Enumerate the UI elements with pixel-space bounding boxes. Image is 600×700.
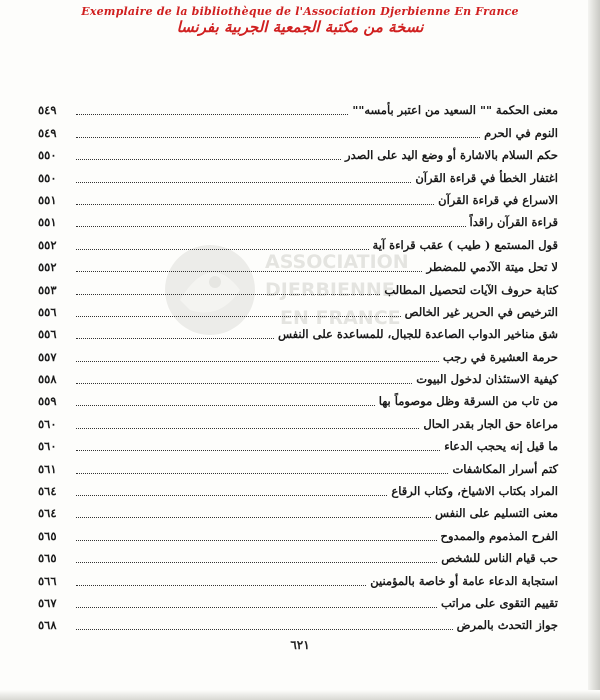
toc-entry xyxy=(38,411,558,433)
toc-entry-title: قراءة القرآن راقداً xyxy=(469,215,558,230)
toc-entry-page: ٥٥٦ xyxy=(38,327,57,342)
toc-entry-title: حكم السلام بالاشارة أو وضع اليد على الصدر xyxy=(345,148,558,163)
dot-leader xyxy=(76,628,453,630)
stamp-arabic-text: نسخة من مكتبة الجمعية الجربية بفرنسا xyxy=(176,18,424,36)
stamp-french-text: Exemplaire de la bibliothèque de l'Association Djerbienne En France xyxy=(81,5,519,18)
dot-leader xyxy=(76,494,387,496)
toc-entry-page: ٥٥١ xyxy=(38,192,57,207)
toc-entry-page: ٥٦١ xyxy=(38,461,57,476)
toc-entry-page: ٥٤٩ xyxy=(38,103,57,118)
toc-entry-title: المراد بكتاب الاشياخ، وكتاب الرقاع xyxy=(391,484,558,499)
dot-leader xyxy=(76,449,440,451)
toc-entry-page: ٥٦٤ xyxy=(38,506,57,521)
toc-entry-page: ٥٦٥ xyxy=(38,528,57,543)
dot-leader xyxy=(76,561,437,563)
toc-entry xyxy=(38,568,558,590)
dot-leader xyxy=(76,181,411,183)
toc-entry xyxy=(38,322,558,344)
toc-entry-title: ما قيل إنه يحجب الدعاء xyxy=(444,439,558,454)
page-number: ٦٢١ xyxy=(290,638,310,652)
toc-entry-title: من تاب من السرقة وظل موصوماً بها xyxy=(378,394,558,409)
toc-entry xyxy=(38,210,558,232)
toc-entry xyxy=(38,277,558,299)
toc-entry-title: كيفية الاستئذان لدخول البيوت xyxy=(416,372,558,387)
table-of-contents xyxy=(38,98,558,635)
dot-leader xyxy=(76,539,437,541)
toc-entry xyxy=(38,501,558,523)
dot-leader xyxy=(76,315,401,317)
toc-entry-title: كتابة حروف الآيات لتحصيل المطالب xyxy=(384,282,558,297)
dot-leader xyxy=(76,472,448,474)
toc-entry-page: ٥٥٠ xyxy=(38,170,57,185)
dot-leader xyxy=(76,404,375,406)
toc-entry-page: ٥٦٧ xyxy=(38,595,57,610)
toc-entry-title: الاسراع في قراءة القرآن xyxy=(438,192,558,207)
toc-entry xyxy=(38,143,558,165)
toc-entry-page: ٥٦٤ xyxy=(38,484,57,499)
toc-entry-title: النوم في الحرم xyxy=(484,125,558,140)
toc-entry-page: ٥٥٩ xyxy=(38,394,57,409)
toc-entry xyxy=(38,120,558,142)
toc-entry xyxy=(38,98,558,120)
toc-entry-page: ٥٦٠ xyxy=(38,416,57,431)
toc-entry-title: حب قيام الناس للشخص xyxy=(441,551,558,566)
toc-entry-title: اغتفار الخطأ في قراءة القرآن xyxy=(415,170,558,185)
toc-entry-page: ٥٦٨ xyxy=(38,618,57,633)
dot-leader xyxy=(76,270,422,272)
toc-entry-title: حرمة العشيرة في رجب xyxy=(442,349,558,364)
toc-entry xyxy=(38,613,558,635)
toc-entry-title: الفرح المذموم والممدوح xyxy=(440,528,558,543)
toc-entry xyxy=(38,591,558,613)
toc-entry-title: الترخيص في الحرير غير الخالص xyxy=(404,304,558,319)
toc-entry xyxy=(38,434,558,456)
toc-entry-title: شق مناخير الدواب الصاعدة للجبال، للمساعدة على النفس xyxy=(277,327,558,342)
toc-entry xyxy=(38,188,558,210)
page-edge-shadow xyxy=(588,0,600,700)
dot-leader xyxy=(76,248,369,250)
watermark-line1: ASSOCIATION xyxy=(265,251,409,273)
toc-entry-page: ٥٦٥ xyxy=(38,551,57,566)
dot-leader xyxy=(76,203,434,205)
toc-entry xyxy=(38,546,558,568)
watermark-line3: EN FRANCE xyxy=(280,307,401,329)
toc-entry xyxy=(38,456,558,478)
library-stamp xyxy=(0,5,600,36)
dot-leader xyxy=(76,606,437,608)
toc-entry xyxy=(38,479,558,501)
toc-entry-page: ٥٥٠ xyxy=(38,148,57,163)
toc-entry-title: لا تحل ميتة الآدمي للمضطر xyxy=(426,260,558,275)
page-bottom-shadow xyxy=(0,690,600,700)
dot-leader xyxy=(76,360,439,362)
toc-entry xyxy=(38,344,558,366)
toc-entry-title: جواز التحدث بالمرض xyxy=(456,618,558,633)
toc-entry-page: ٥٦٠ xyxy=(38,439,57,454)
toc-entry xyxy=(38,367,558,389)
toc-entry-title: كتم أسرار المكاشفات xyxy=(452,461,558,476)
toc-entry-page: ٥٥٦ xyxy=(38,304,57,319)
dot-leader xyxy=(76,584,366,586)
toc-entry-title: مراعاة حق الجار بقدر الحال xyxy=(423,416,558,431)
toc-entry-page: ٥٥٨ xyxy=(38,372,57,387)
toc-entry xyxy=(38,300,558,322)
toc-entry-title: استجابة الدعاء عامة أو خاصة بالمؤمنين xyxy=(370,573,558,588)
toc-entry xyxy=(38,165,558,187)
dot-leader xyxy=(76,158,341,160)
dot-leader xyxy=(76,113,348,115)
toc-entry xyxy=(38,523,558,545)
dot-leader xyxy=(76,382,412,384)
toc-entry-page: ٥٦٦ xyxy=(38,573,57,588)
dot-leader xyxy=(76,136,480,138)
toc-entry-page: ٥٥١ xyxy=(38,215,57,230)
dot-leader xyxy=(76,293,380,295)
dot-leader xyxy=(76,516,431,518)
toc-entry-title: معنى التسليم على النفس xyxy=(434,506,558,521)
toc-entry-page: ٥٥٢ xyxy=(38,260,57,275)
toc-entry-title: قول المستمع ( طيب ) عقب قراءة آية xyxy=(372,237,558,252)
toc-entry xyxy=(38,389,558,411)
watermark-line2: DJERBIENNE xyxy=(265,279,395,301)
toc-entry-page: ٥٥٢ xyxy=(38,237,57,252)
toc-entry-title: معنى الحكمة "" السعيد من اعتبر بأمسه"" xyxy=(352,103,558,118)
dot-leader xyxy=(76,337,274,339)
toc-entry xyxy=(38,255,558,277)
dot-leader xyxy=(76,427,419,429)
toc-entry xyxy=(38,232,558,254)
toc-entry-page: ٥٥٣ xyxy=(38,282,57,297)
dot-leader xyxy=(76,225,466,227)
toc-entry-page: ٥٥٧ xyxy=(38,349,57,364)
toc-entry-page: ٥٤٩ xyxy=(38,125,57,140)
toc-entry-title: تقييم التقوى على مراتب xyxy=(441,595,558,610)
